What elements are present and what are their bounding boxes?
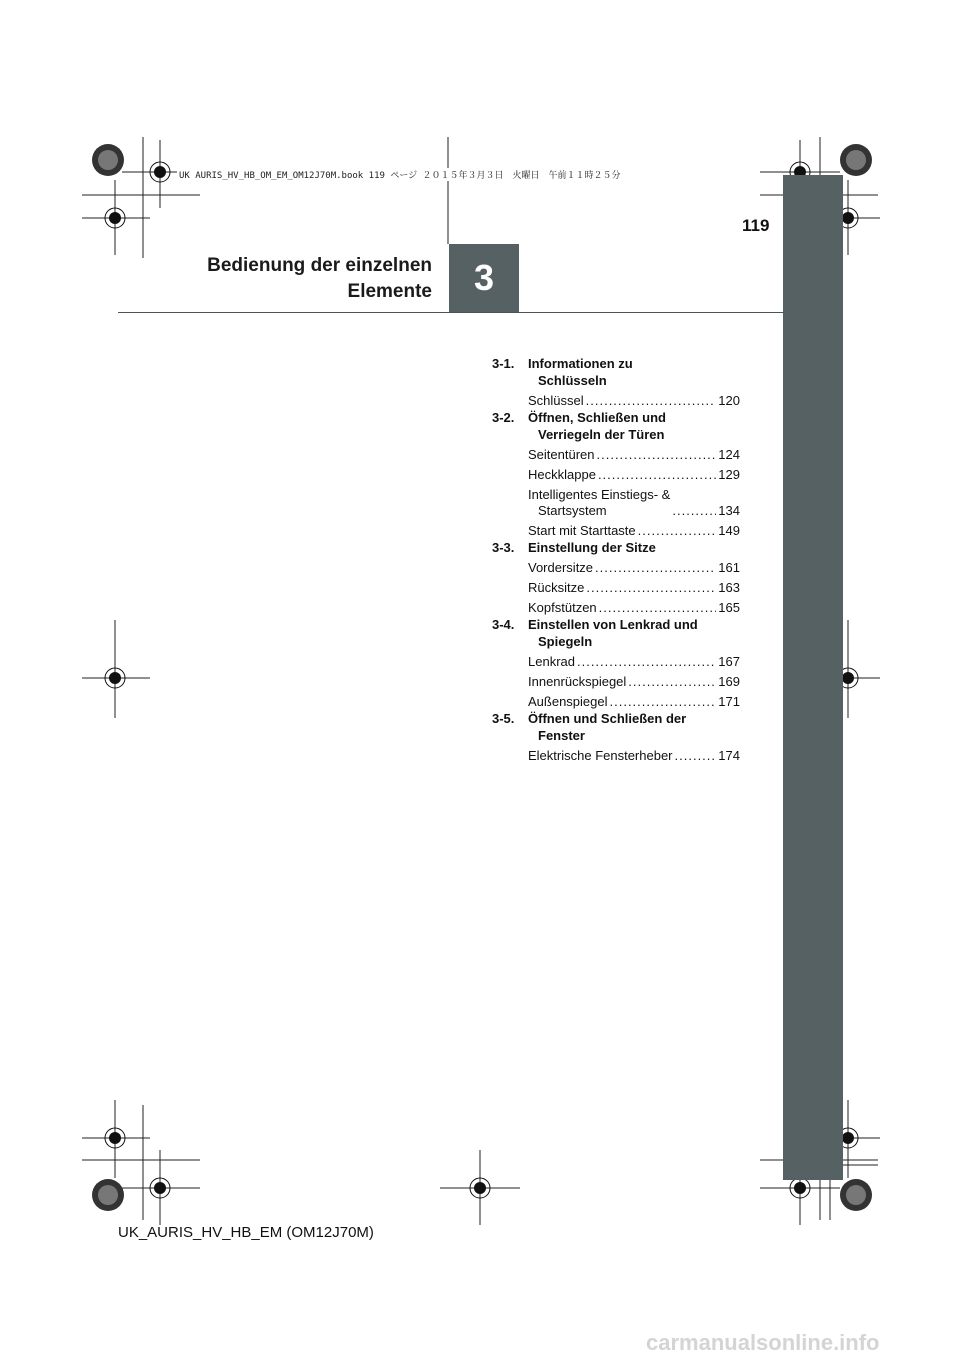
- leader-dots: [597, 447, 717, 463]
- entry-page: 149: [718, 523, 740, 538]
- section-title: [528, 355, 633, 389]
- section-title: [528, 409, 666, 443]
- entry-page: 124: [718, 447, 740, 462]
- entry-label: Schlüssel: [528, 393, 584, 408]
- toc-section: [492, 409, 740, 539]
- leader-dots: [577, 654, 716, 670]
- leader-dots: [675, 748, 717, 764]
- section-title: [528, 616, 698, 650]
- section-title: [528, 710, 686, 744]
- chapter-title: [207, 253, 432, 305]
- chapter-number: 3: [473, 257, 495, 298]
- section-title: [528, 539, 656, 556]
- section-number: 3-5.: [492, 711, 515, 726]
- chapter-title-line2: Elemente: [347, 281, 432, 302]
- watermark: carmanualsonline.info: [646, 1330, 880, 1355]
- toc-entry[interactable]: [528, 674, 740, 690]
- entry-page: 120: [718, 393, 740, 408]
- entry-label: Seitentüren: [528, 447, 595, 462]
- section-title-line2: Fenster: [538, 728, 585, 743]
- toc-section-heading: [492, 710, 740, 744]
- toc-section: [492, 616, 740, 710]
- leader-dots: [599, 600, 717, 616]
- section-title-line2: Verriegeln der Türen: [538, 427, 665, 442]
- entry-page: 174: [718, 748, 740, 763]
- toc-section-heading: [492, 539, 740, 556]
- entry-label-line1: Intelligentes Einstiegs- &: [528, 487, 671, 502]
- header-rule: [118, 312, 784, 313]
- table-of-contents: [492, 355, 740, 764]
- entry-page: 161: [718, 560, 740, 575]
- chapter-title-line1: Bedienung der einzelnen: [207, 255, 432, 276]
- section-title-line1: Öffnen, Schließen und: [528, 410, 666, 425]
- entry-label: Vordersitze: [528, 560, 594, 575]
- toc-entry[interactable]: [528, 600, 740, 616]
- book-header: UK AURIS_HV_HB_OM_EM_OM12J70M.book 119 ページ ２０１５年３月３日 火曜日 午前１１時２５分: [177, 168, 623, 181]
- toc-section-heading: [492, 355, 740, 389]
- leader-dots: [595, 560, 716, 576]
- section-title-line1: Öffnen und Schließen der: [528, 711, 687, 726]
- leader-dots: [628, 674, 716, 690]
- entry-page: 171: [718, 694, 740, 709]
- section-title-line1: Einstellen von Lenkrad und: [528, 617, 698, 632]
- leader-dots: [638, 523, 717, 539]
- section-title-line1: Informationen zu: [528, 356, 633, 371]
- toc-section: [492, 539, 740, 616]
- section-title-line2: Spiegeln: [538, 634, 593, 649]
- entry-label-line2: Startsystem: [538, 503, 607, 518]
- page-number: 119: [742, 216, 770, 235]
- toc-entry[interactable]: [528, 523, 740, 539]
- entry-page: 129: [718, 467, 740, 482]
- leader-dots: [598, 467, 716, 483]
- toc-entry[interactable]: [528, 447, 740, 463]
- entry-page: 165: [718, 600, 740, 615]
- entry-label: Innenrückspiegel: [528, 674, 627, 689]
- entry-label: Außenspiegel: [528, 694, 608, 709]
- toc-entry[interactable]: [528, 487, 740, 519]
- entry-label: Rücksitze: [528, 580, 585, 595]
- section-number: 3-4.: [492, 617, 515, 632]
- leader-dots: [586, 580, 716, 596]
- toc-entry[interactable]: [528, 393, 740, 409]
- entry-label: Heckklappe: [528, 467, 596, 482]
- entry-page: 163: [718, 580, 740, 595]
- entry-page: 169: [718, 674, 740, 689]
- entry-label: Lenkrad: [528, 654, 575, 669]
- toc-section-heading: [492, 616, 740, 650]
- section-number: 3-1.: [492, 356, 515, 371]
- entry-label: Kopfstützen: [528, 600, 597, 615]
- section-number: 3-3.: [492, 540, 515, 555]
- footer-code: UK_AURIS_HV_HB_EM (OM12J70M): [118, 1224, 374, 1241]
- section-title-line2: Schlüsseln: [538, 373, 607, 388]
- toc-entry[interactable]: [528, 654, 740, 670]
- toc-section-heading: [492, 409, 740, 443]
- toc-entry[interactable]: [528, 580, 740, 596]
- toc-entry[interactable]: [528, 694, 740, 710]
- entry-label: Elektrische Fensterheber: [528, 748, 673, 763]
- toc-section: [492, 355, 740, 409]
- entry-label: [528, 487, 670, 519]
- leader-dots: [586, 393, 717, 409]
- entry-page: 134: [718, 503, 740, 518]
- toc-entry[interactable]: [528, 748, 740, 764]
- chapter-number-box: [449, 244, 519, 312]
- entry-label: Start mit Starttaste: [528, 523, 636, 538]
- toc-section: [492, 710, 740, 764]
- toc-entry[interactable]: [528, 560, 740, 576]
- leader-dots: [672, 503, 716, 519]
- section-title-line1: Einstellung der Sitze: [528, 540, 656, 555]
- leader-dots: [610, 694, 717, 710]
- entry-page: 167: [718, 654, 740, 669]
- section-number: 3-2.: [492, 410, 515, 425]
- toc-entry[interactable]: [528, 467, 740, 483]
- chapter-side-tab: [783, 175, 843, 1180]
